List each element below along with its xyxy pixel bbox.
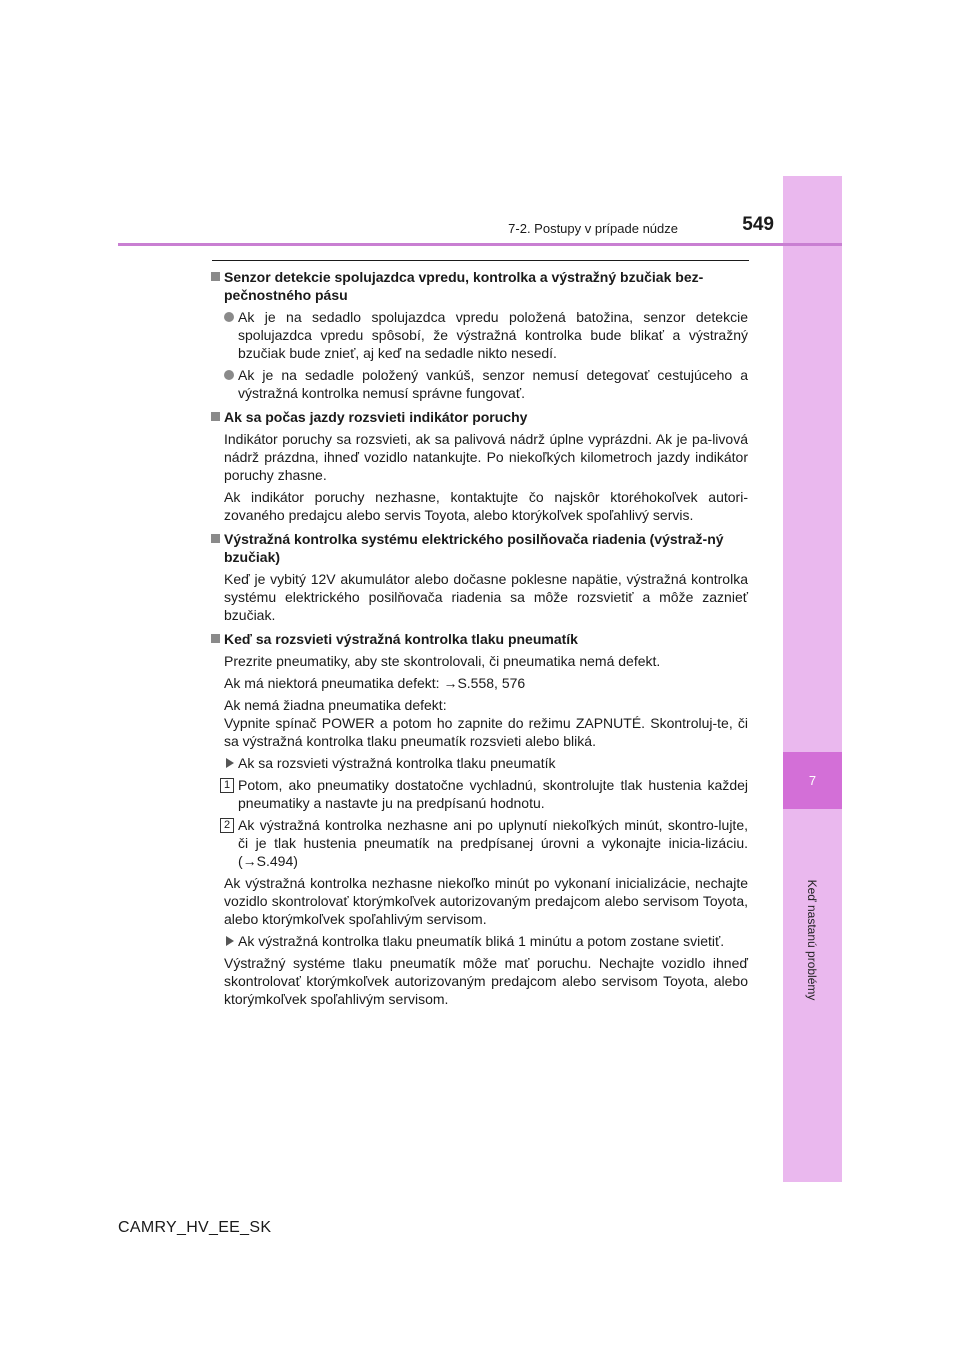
page-content bbox=[211, 266, 748, 1008]
case-item: Ak sa rozsvieti výstražná kontrolka tlaku pneumatík bbox=[211, 754, 748, 772]
paragraph: Indikátor poruchy sa rozsvieti, ak sa palivová nádrž úplne vyprázdni. Ak je pa-livová nádrž prázdna, ihneď vozidlo natankujte. Po niekoľkých kilometroch jazdy indikátor poruchy zhasne. bbox=[224, 431, 748, 483]
content-top-rule bbox=[212, 260, 749, 261]
header-rule bbox=[118, 243, 842, 246]
circle-bullet-icon bbox=[224, 370, 234, 380]
case-item: Ak výstražná kontrolka tlaku pneumatík bliká 1 minútu a potom zostane svietiť. bbox=[211, 932, 748, 950]
chapter-side-tab bbox=[783, 176, 842, 1182]
list-item: Ak je na sedadle položený vankúš, senzor nemusí detegovať cestujúceho a výstražná kontrolka nemusí správne fungovať. bbox=[211, 366, 748, 402]
paragraph: Ak výstražná kontrolka nezhasne niekoľko minút po vykonaní inicializácie, nechajte vozidlo skontrolovať ktorýmkoľvek autorizovaným predajcom alebo servisom Toyota, alebo ktorýmkoľvek spoľahlivým servisom. bbox=[224, 875, 748, 927]
paragraph: Ak nemá žiadna pneumatika defekt: Vypnite spínač POWER a potom ho zapnite do režimu ZAPNUTÉ. Skontroluj-te, či sa výstražná kontrolka tlaku pneumatík rozsvieti alebo bliká. bbox=[224, 697, 748, 749]
square-bullet-icon bbox=[211, 634, 220, 643]
chapter-number: 7 bbox=[808, 773, 817, 788]
square-bullet-icon bbox=[211, 412, 220, 421]
section-heading: Senzor detekcie spolujazdca vpredu, kontrolka a výstražný bzučiak bez-pečnostného pásu bbox=[211, 268, 748, 304]
section-heading: Ak sa počas jazdy rozsvieti indikátor poruchy bbox=[211, 408, 748, 426]
paragraph: Výstražný systéme tlaku pneumatík môže mať poruchu. Nechajte vozidlo ihneď skontrolovať ktorýmkoľvek autorizovaným predajcom alebo servisom Toyota, alebo ktorýmkoľvek spoľahlivým servisom. bbox=[224, 955, 748, 1007]
step-number: 1 bbox=[220, 778, 234, 793]
square-bullet-icon bbox=[211, 534, 220, 543]
section-heading: Výstražná kontrolka systému elektrického posilňovača riadenia (výstraž-ný bzučiak) bbox=[211, 530, 748, 566]
chapter-number-tab bbox=[783, 752, 842, 809]
step-number: 2 bbox=[220, 818, 234, 833]
triangle-arrow-icon bbox=[226, 758, 234, 768]
paragraph: Ak indikátor poruchy nezhasne, kontaktujte čo najskôr ktoréhokoľvek autori-zovaného predajcu alebo servis Toyota, alebo ktorýkoľvek spoľahlivý servis. bbox=[224, 489, 748, 523]
page-number: 549 bbox=[742, 214, 774, 235]
square-bullet-icon bbox=[211, 272, 220, 281]
paragraph: Keď je vybitý 12V akumulátor alebo dočasne poklesne napätie, výstražná kontrolka systému elektrického posilňovača riadenia sa môže rozsvietiť a môže zaznieť bzučiak. bbox=[224, 571, 748, 623]
document-code: CAMRY_HV_EE_SK bbox=[118, 1219, 272, 1236]
step-item: 2 Ak výstražná kontrolka nezhasne ani po uplynutí niekoľkých minút, skontro-lujte, či je tlak hustenia pneumatík na predpísanej úrovni a vykonajte inicia-lizáciu. (→S.494) bbox=[211, 816, 748, 870]
section-title: 7-2. Postupy v prípade núdze bbox=[508, 221, 678, 236]
circle-bullet-icon bbox=[224, 312, 234, 322]
paragraph: Prezrite pneumatiky, aby ste skontrolovali, či pneumatika nemá defekt. bbox=[224, 653, 661, 669]
chapter-label: Keď nastanú problémy bbox=[805, 879, 819, 1001]
triangle-arrow-icon bbox=[226, 936, 234, 946]
list-item: Ak je na sedadlo spolujazdca vpredu položená batožina, senzor detekcie spolujazdca vpredu spôsobí, že výstražná kontrolka bude blikať a výstražný bzučiak bude znieť, aj keď na sedadle nikto nesedí. bbox=[211, 308, 748, 362]
section-heading: Keď sa rozsvieti výstražná kontrolka tlaku pneumatík bbox=[211, 630, 748, 648]
paragraph: Ak má niektorá pneumatika defekt: →S.558, 576 bbox=[224, 675, 526, 691]
step-item: 1 Potom, ako pneumatiky dostatočne vychladnú, skontrolujte tlak hustenia každej pneumatiky a nastavte ju na predpísanú hodnotu. bbox=[211, 776, 748, 812]
